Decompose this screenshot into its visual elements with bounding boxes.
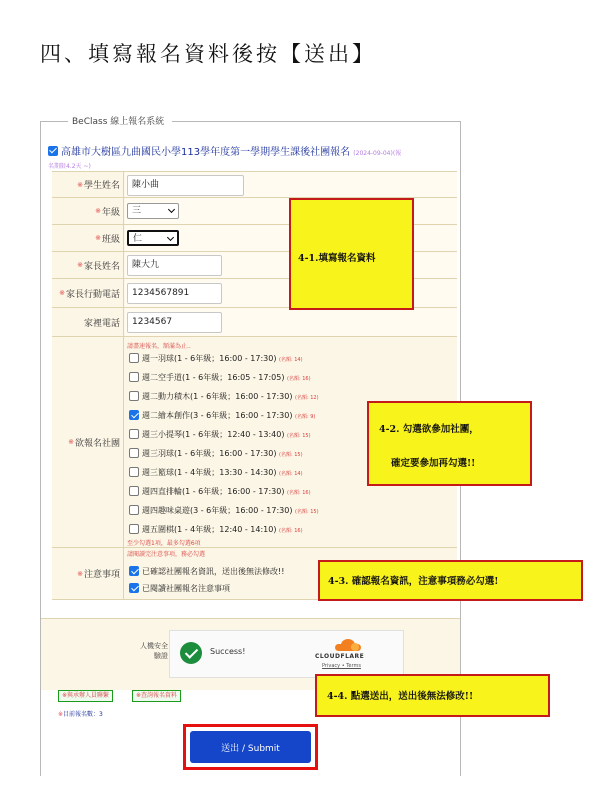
checkbox[interactable] [129, 524, 139, 534]
callout-submit [315, 674, 550, 717]
query-link[interactable]: ※查詢報名資料 [132, 690, 181, 702]
agree-confirm[interactable]: 已確認社團報名資訊，送出後無法修改!! [129, 566, 284, 577]
form-deadline-b: 名期限4.2天 ~) [48, 163, 91, 170]
cloudflare-brand: CLOUDFLARE [315, 653, 365, 660]
checkbox-icon [48, 146, 58, 156]
label-clubs: ※ 欲報名社團 [52, 337, 124, 547]
system-legend: BeClass 線上報名系統 [72, 117, 165, 127]
club-option[interactable]: 週二空手道(1 - 6年級；16:05 - 17:05) (名額: 16) [129, 372, 311, 383]
club-option[interactable]: 週五圍棋(1 - 4年級；12:40 - 14:10) (名額: 16) [129, 524, 303, 535]
club-option[interactable]: 週二動力積木(1 - 6年級；16:00 - 17:30) (名額: 12) [129, 391, 319, 402]
chevron-down-icon [167, 234, 174, 241]
notice-hint: 請閱讀完注意事項，務必勾選 [127, 551, 206, 558]
privacy-terms-link[interactable]: Privacy • Terms [322, 663, 361, 669]
clubs-hint: 請盡速報名，額滿為止.. [127, 343, 191, 350]
cloudflare-widget[interactable] [169, 630, 404, 678]
label-student-name: ※ 學生姓名 [52, 172, 124, 197]
checkbox[interactable] [129, 353, 139, 363]
form-title-text: 高雄市大樹區九曲國民小學113學年度第一學期學生課後社團報名 [61, 147, 351, 158]
form-date: (2024-09-04) [353, 150, 393, 157]
club-option[interactable]: 週三羽球(1 - 6年級；16:00 - 17:30) (名額: 15) [129, 448, 303, 459]
grade-select[interactable]: 三 [127, 203, 179, 219]
callout-text: 4-4. 點選送出，送出後無法修改!! [327, 691, 474, 702]
callout-text: 4-2. 勾選欲參加社團， [379, 424, 479, 435]
checkbox[interactable] [129, 429, 139, 439]
captcha-status: Success! [210, 647, 246, 656]
captcha-label: 人機安全驗證 [140, 642, 168, 660]
checkbox[interactable] [129, 486, 139, 496]
contact-link[interactable]: ※與承辦人員聯繫 [58, 690, 113, 702]
class-select[interactable]: 仁 [127, 230, 179, 246]
chevron-down-icon [168, 206, 175, 213]
checkbox[interactable] [129, 372, 139, 382]
callout-fill-form [289, 198, 414, 310]
label-notice: ※ 注意事項 [52, 548, 124, 599]
club-option[interactable]: 週四趣味桌遊(3 - 6年級；16:00 - 17:30) (名額: 15) [129, 505, 319, 516]
page-heading: 四、填寫報名資料後按【送出】 [40, 42, 376, 66]
callout-confirm-notice [318, 560, 583, 601]
parent-name-input[interactable]: 陳大九 [127, 255, 222, 276]
agree-read[interactable]: 已閱讀社團報名注意事項 [129, 583, 230, 594]
checkbox-checked[interactable] [129, 410, 139, 420]
row-student-name [52, 171, 457, 198]
callout-text: 4-1.填寫報名資料 [298, 253, 376, 264]
submit-button[interactable]: 送出 / Submit [190, 731, 311, 763]
checkbox[interactable] [129, 448, 139, 458]
club-option[interactable]: 週四直排輪(1 - 6年級；16:00 - 17:30) (名額: 16) [129, 486, 311, 497]
frame-border [40, 121, 68, 122]
form-title [48, 146, 458, 173]
checkbox[interactable] [129, 505, 139, 515]
cloudflare-logo-icon [335, 639, 361, 651]
checkbox-checked[interactable] [129, 566, 139, 576]
clubs-limit: 至少勾選1項，最多勾選6項 [127, 540, 201, 547]
student-name-input[interactable]: 陳小曲 [127, 175, 244, 196]
label-grade: ※ 年級 [52, 198, 124, 224]
label-parent-mobile: ※ 家長行動電話 [52, 279, 124, 307]
success-check-icon [180, 642, 202, 664]
club-option[interactable]: 週三籃球(1 - 4年級；13:30 - 14:30) (名額: 14) [129, 467, 303, 478]
callout-select-clubs [367, 401, 532, 486]
checkbox-checked[interactable] [129, 583, 139, 593]
home-phone-input[interactable]: 1234567 [127, 312, 222, 333]
parent-mobile-input[interactable]: 1234567891 [127, 283, 222, 304]
callout-text: 確定要參加再勾選!! [391, 458, 476, 469]
form-deadline-a: (報 [392, 150, 402, 157]
frame-border [172, 121, 460, 122]
label-class: ※ 班級 [52, 225, 124, 251]
label-home-phone: 家裡電話 [52, 308, 124, 336]
club-option[interactable]: 週二繪本創作(3 - 6年級；16:00 - 17:30) (名額: 9) [129, 410, 315, 421]
label-parent-name: ※ 家長姓名 [52, 252, 124, 278]
callout-text: 4-3. 確認報名資訊，注意事項務必勾選! [328, 576, 499, 587]
signup-count: ※目前報名數：3 [58, 711, 103, 718]
checkbox[interactable] [129, 467, 139, 477]
row-home-phone [52, 308, 457, 337]
club-option[interactable]: 週一羽球(1 - 6年級；16:00 - 17:30) (名額: 14) [129, 353, 303, 364]
checkbox[interactable] [129, 391, 139, 401]
club-option[interactable]: 週三小提琴(1 - 6年級；12:40 - 13:40) (名額: 15) [129, 429, 311, 440]
